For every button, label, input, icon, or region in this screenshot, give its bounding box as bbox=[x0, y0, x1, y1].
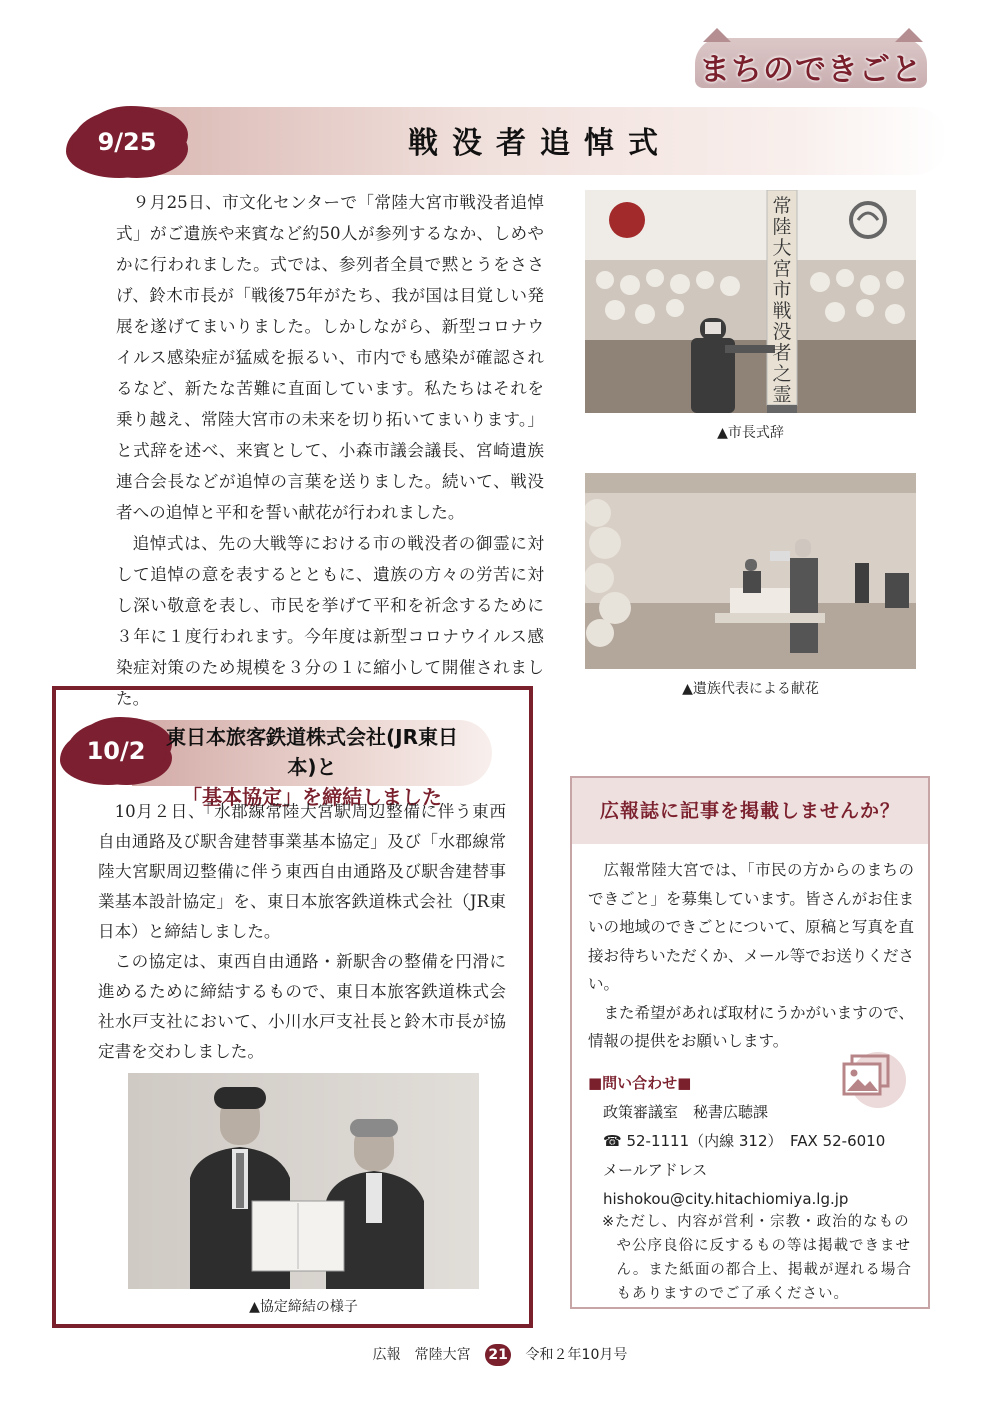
section2-paragraph: 10月２日、「水郡線常陸大宮駅周辺整備に伴う東西自由通路及び駅舎建替事業基本協定」及び「水郡線常陸大宮駅周辺整備に伴う東西自由通路及び駅舎建替事業基本設計協定」を、東日本旅客鉄道株式会社（JR東日本）と締結しました。 bbox=[98, 802, 506, 941]
contact-phone-fax: ☎ 52-1111（内線 312） FAX 52-6010 bbox=[603, 1132, 886, 1150]
photo-mayor-address-caption: ▲市長式辞 bbox=[717, 425, 784, 441]
submission-paragraph: また希望があれば取材にうかがいますので、情報の提供をお願いします。 bbox=[588, 1003, 914, 1050]
photo-flower-offering-image bbox=[585, 473, 916, 669]
photo-agreement-signing-caption: ▲協定締結の様子 bbox=[249, 1299, 358, 1315]
contact-block bbox=[588, 1069, 918, 1214]
submission-box-title: 広報誌に記事を掲載しませんか？ bbox=[599, 800, 900, 822]
corner-badge bbox=[695, 38, 927, 88]
section1-paragraph: 追悼式は、先の大戦等における市の戦没者の御霊に対して追悼の意を表するとともに、遺族の方々の労苦に対し深い敬意を表し、市民を挙げて平和を祈念するために３年に１度行われます。今年度は新型コロナウイルス感染症対策のため規模を３分の１に縮小して開催されました。 bbox=[116, 534, 544, 708]
roof-shape bbox=[895, 28, 923, 42]
submission-note: ※ただし、内容が営利・宗教・政治的なものや公序良俗に反するもの等は掲載できません。また紙面の都合上、掲載が遅れる場合もありますのでご了承ください。 bbox=[602, 1214, 912, 1302]
section1-paragraph: ９月25日、市文化センターで「常陸大宮市戦没者追悼式」がご遺族や来賓など約50人が参列するなか、しめやかに行われました。式では、参列者全員で黙とうをささげ、鈴木市長が「戦後75年がたち、我が国は目覚しい発展を遂げてまいりました。しかしながら、新型コロナウイルス感染症が猛威を振るい、市内でも感染が確認されるなど、新たな苦難に直面しています。私たちはそれを乗り越え、常陸大宮市の未来を切り拓いてまいります。」と式辞を述べ、来賓として、小森市議会議長、宮崎遺族連合会長などが追悼の言葉を送りました。続いて、戦没者への追悼と平和を誓い献花が行われました。 bbox=[116, 193, 544, 522]
photo-agreement-signing bbox=[128, 1073, 479, 1289]
contact-heading: ■問い合わせ■ bbox=[588, 1074, 692, 1092]
corner-label: まちのできごと bbox=[699, 52, 923, 88]
section2-title-line2: 「基本協定」を締結しました bbox=[182, 785, 442, 809]
page-number: 21 bbox=[485, 1344, 511, 1366]
contact-department: 政策審議室 秘書広聴課 bbox=[603, 1103, 769, 1121]
contact-mail-address[interactable]: hishokou@city.hitachiomiya.lg.jp bbox=[603, 1190, 849, 1208]
photo-flower-offering bbox=[585, 473, 916, 669]
section1-title: 戦没者追悼式 bbox=[408, 126, 672, 161]
section2-body bbox=[98, 797, 506, 1067]
section2-title-line1: 東日本旅客鉄道株式会社(JR東日本)と bbox=[166, 725, 458, 779]
photo-mayor-address-sign: 常陸大宮市戦没者之霊 bbox=[772, 195, 792, 406]
photo-mayor-address bbox=[585, 190, 916, 413]
submission-box-body bbox=[588, 856, 914, 1056]
photo-agreement-signing-image bbox=[128, 1073, 479, 1289]
photo-flower-offering-caption: ▲遺族代表による献花 bbox=[682, 681, 819, 697]
section1-date-badge: 9/25 bbox=[72, 110, 182, 174]
roof-shape bbox=[703, 28, 731, 42]
page-footer bbox=[0, 1344, 1000, 1366]
footer-issue: 令和２年10月号 bbox=[525, 1347, 628, 1363]
section2-paragraph: この協定は、東西自由通路・新駅舎の整備を円滑に進めるために締結するもので、東日本旅客鉄道株式会社水戸支社において、小川水戸支社長と鈴木市長が協定書を交わしました。 bbox=[98, 952, 506, 1061]
photo-mayor-address-image bbox=[585, 190, 916, 413]
submission-paragraph: 広報常陸大宮では、「市民の方からのまちのできごと」を募集しています。皆さんがお住まいの地域のできごとについて、原稿と写真を直接お待ちいただくか、メール等でお送りください。 bbox=[588, 861, 914, 993]
contact-mail-label: メールアドレス bbox=[603, 1161, 708, 1179]
section1-body bbox=[116, 187, 544, 714]
footer-publication: 広報 常陸大宮 bbox=[372, 1347, 471, 1363]
section2-date-badge: 10/2 bbox=[66, 721, 166, 781]
